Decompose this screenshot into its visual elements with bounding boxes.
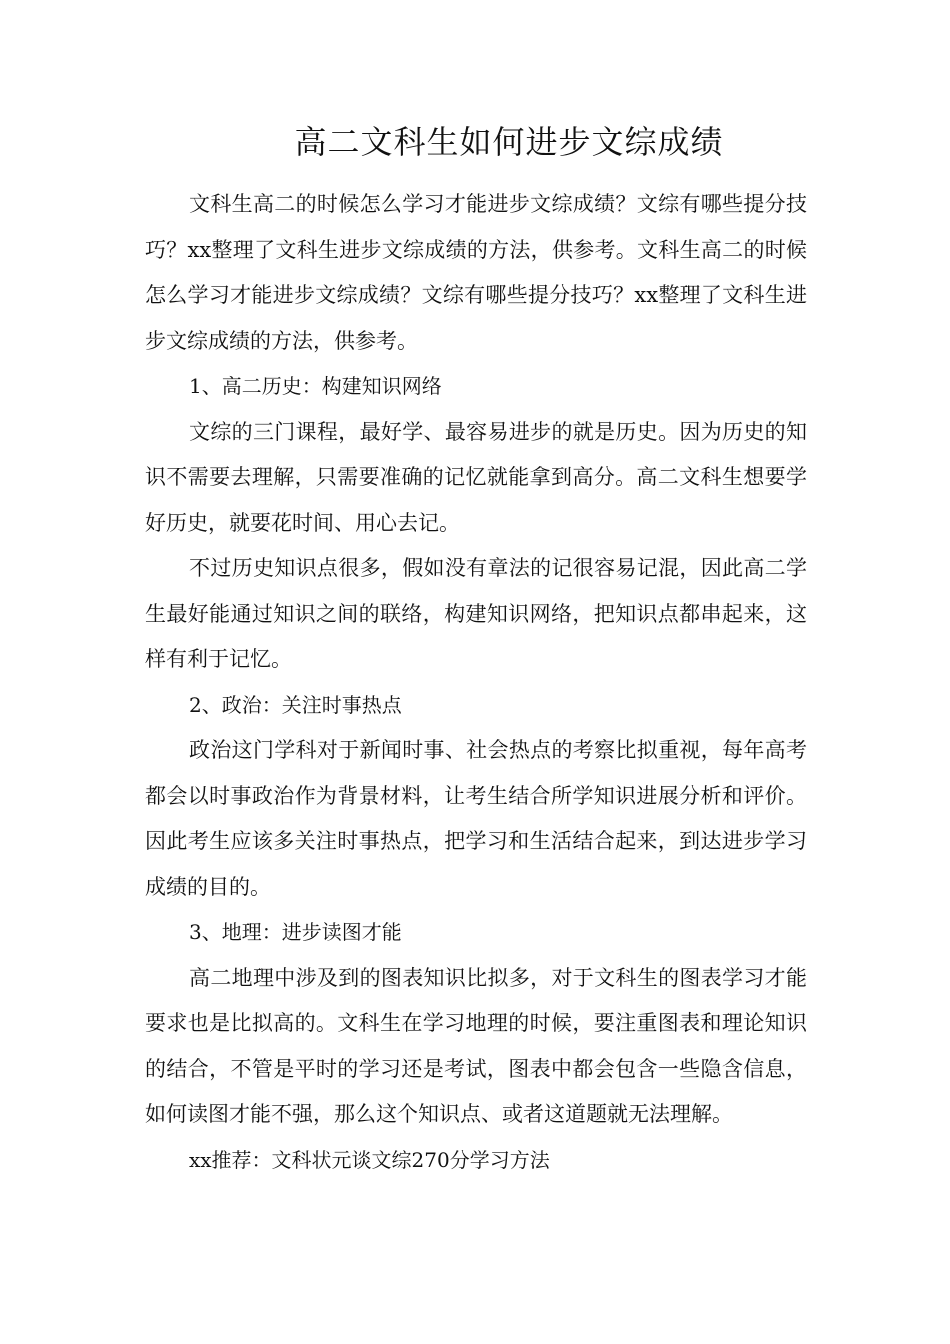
geography-paragraph: 高二地理中涉及到的图表知识比拟多，对于文科生的图表学习才能要求也是比拟高的。文科生在学习地理的时候，要注重图表和理论知识的结合，不管是平时的学习还是考试，图表中都会包含一些隐含信息，如何读图才能不强，那么这个知识点、或者这道题就无法理解。: [145, 965, 807, 1126]
section-heading-geography: 3、地理：进步读图才能: [189, 920, 402, 944]
intro-paragraph: 文科生高二的时候怎么学习才能进步文综成绩？文综有哪些提分技巧？xx整理了文科生进步文综成绩的方法，供参考。文科生高二的时候怎么学习才能进步文综成绩？文综有哪些提分技巧？xx整理了文科生进步文综成绩的方法，供参考。: [145, 192, 807, 353]
page-title: 高二文科生如何进步文综成绩: [294, 123, 724, 161]
section-heading-politics: 2、政治：关注时事热点: [189, 692, 402, 717]
politics-paragraph: 政治这门学科对于新闻时事、社会热点的考察比拟重视，每年高考都会以时事政治作为背景材料，让考生结合所学知识进展分析和评价。因此考生应该多关注时事热点，把学习和生活结合起来，到达进步学习成绩的目的。: [145, 738, 807, 899]
recommendation-line: xx推荐：文科状元谈文综270分学习方法: [189, 1147, 550, 1172]
document-body: [145, 182, 807, 1183]
section-heading-history: 1、高二历史：构建知识网络: [189, 374, 442, 398]
history-paragraph-1: 文综的三门课程，最好学、最容易进步的就是历史。因为历史的知识不需要去理解，只需要准确的记忆就能拿到高分。高二文科生想要学好历史，就要花时间、用心去记。: [145, 419, 807, 535]
history-paragraph-2: 不过历史知识点很多，假如没有章法的记很容易记混，因此高二学生最好能通过知识之间的联络，构建知识网络，把知识点都串起来，这样有利于记忆。: [145, 556, 807, 671]
